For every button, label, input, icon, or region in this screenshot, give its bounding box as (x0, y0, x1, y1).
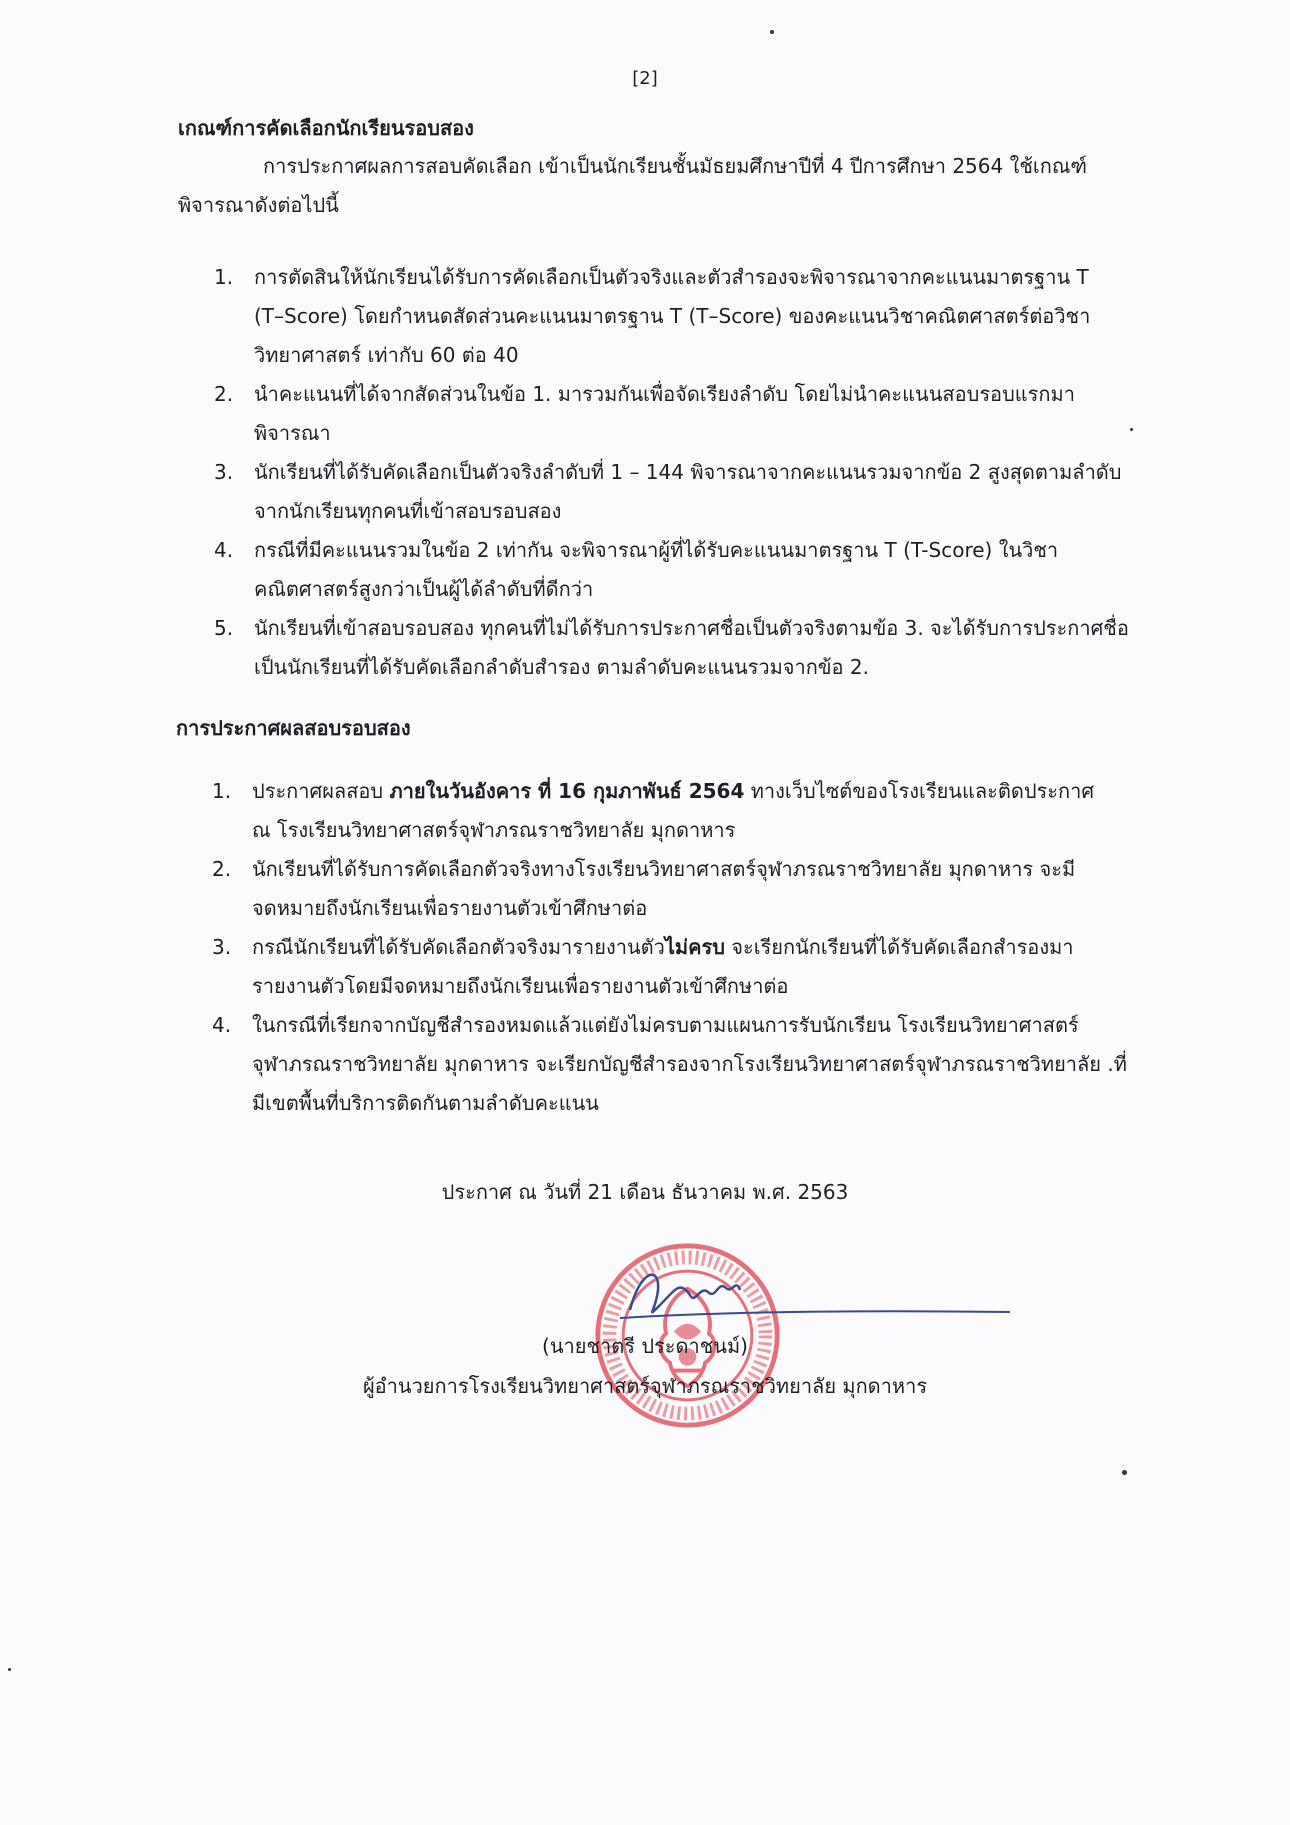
item-line: นักเรียนที่ได้รับคัดเลือกเป็นตัวจริงลำดับที่ 1 – 144 พิจารณาจากคะแนนรวมจากข้อ 2 สูงสุดตามลำดับ (254, 460, 1122, 484)
item-line: นักเรียนที่เข้าสอบรอบสอง ทุกคนที่ไม่ได้รับการประกาศชื่อเป็นตัวจริงตามข้อ 3. จะได้รับการประกาศชื่อ (254, 616, 1129, 640)
item-line: ณ โรงเรียนวิทยาศาสตร์จุฬาภรณราชวิทยาลัย มุกดาหาร (252, 818, 736, 842)
item-line (252, 928, 1197, 967)
item-number: 1. (212, 779, 232, 803)
item-line: ในกรณีที่เรียกจากบัญชีสำรองหมดแล้วแต่ยังไม่ครบตามแผนการรับนักเรียน โรงเรียนวิทยาศาสตร์ (252, 1013, 1079, 1037)
item-line: คณิตศาสตร์สูงกว่าเป็นผู้ได้ลำดับที่ดีกว่า (254, 577, 594, 601)
item-line: นำคะแนนที่ได้จากสัดส่วนในข้อ 1. มารวมกันเพื่อจัดเรียงลำดับ โดยไม่นำคะแนนสอบรอบแรกมา (254, 382, 1075, 406)
item-number: 2. (212, 857, 232, 881)
intro-line-2: พิจารณาดังต่อไปนี้ (178, 193, 339, 217)
announcement-item-1 (212, 772, 1197, 850)
item-number: 4. (214, 538, 234, 562)
announcement-list (212, 772, 1197, 1123)
criteria-item-3 (214, 453, 1199, 531)
item-line: มีเขตพื้นที่บริการติดกันตามลำดับคะแนน (252, 1091, 599, 1115)
item-line: จุฬาภรณราชวิทยาลัย มุกดาหาร จะเรียกบัญชีสำรองจากโรงเรียนวิทยาศาสตร์จุฬาภรณราชวิทยาลัย .ที่ (252, 1052, 1127, 1076)
criteria-item-5 (214, 609, 1199, 687)
item-line (252, 772, 1197, 811)
item-line: การตัดสินให้นักเรียนได้รับการคัดเลือกเป็นตัวจริงและตัวสำรองจะพิจารณาจากคะแนนมาตรฐาน T (254, 265, 1089, 289)
scan-speck (770, 30, 774, 34)
item-number: 3. (214, 460, 234, 484)
criteria-item-2 (214, 375, 1199, 453)
item-bold-text: ไม่ครบ (664, 935, 725, 959)
item-line: จากนักเรียนทุกคนที่เข้าสอบรอบสอง (254, 499, 562, 523)
announcement-item-3 (212, 928, 1197, 1006)
item-line: เป็นนักเรียนที่ได้รับคัดเลือกลำดับสำรอง ตามลำดับคะแนนรวมจากข้อ 2. (254, 655, 869, 679)
item-number: 2. (214, 382, 234, 406)
criteria-list (214, 258, 1199, 687)
section-heading-selection-criteria: เกณฑ์การคัดเลือกนักเรียนรอบสอง (178, 116, 474, 140)
item-text: ประกาศผลสอบ (252, 779, 390, 803)
signature-icon (600, 1250, 1020, 1340)
signer-name: (นายชาตรี ประดาชนม์) (542, 1334, 748, 1358)
item-number: 3. (212, 935, 232, 959)
scan-speck (1122, 1470, 1127, 1475)
item-text: กรณีนักเรียนที่ได้รับคัดเลือกตัวจริงมารายงานตัว (252, 935, 665, 959)
item-number: 4. (212, 1013, 232, 1037)
item-line: (T–Score) โดยกำหนดสัดส่วนคะแนนมาตรฐาน T (T–Score) ของคะแนนวิชาคณิตศาสตร์ต่อวิชา (254, 304, 1091, 328)
section-heading-results-announcement: การประกาศผลสอบรอบสอง (176, 716, 411, 740)
item-line: จดหมายถึงนักเรียนเพื่อรายงานตัวเข้าศึกษาต่อ (252, 896, 648, 920)
item-bold-text: ภายในวันอังคาร ที่ 16 กุมภาพันธ์ 2564 (389, 779, 745, 803)
signer-title: ผู้อำนวยการโรงเรียนวิทยาศาสตร์จุฬาภรณราชวิทยาลัย มุกดาหาร (362, 1374, 928, 1398)
criteria-item-4 (214, 531, 1199, 609)
scan-speck (1130, 428, 1133, 431)
page-number: [2] (632, 68, 658, 89)
announcement-item-2 (212, 850, 1197, 928)
item-line: นักเรียนที่ได้รับการคัดเลือกตัวจริงทางโรงเรียนวิทยาศาสตร์จุฬาภรณราชวิทยาลัย มุกดาหาร จะมี (252, 857, 1076, 881)
item-line: รายงานตัวโดยมีจดหมายถึงนักเรียนเพื่อรายงานตัวเข้าศึกษาต่อ (252, 974, 789, 998)
item-line: วิทยาศาสตร์ เท่ากับ 60 ต่อ 40 (254, 343, 519, 367)
announcement-item-4 (212, 1006, 1197, 1123)
announcement-date: ประกาศ ณ วันที่ 21 เดือน ธันวาคม พ.ศ. 2563 (441, 1180, 849, 1204)
scan-speck (8, 1668, 11, 1671)
item-number: 5. (214, 616, 234, 640)
item-line: พิจารณา (254, 421, 331, 445)
item-text: ทางเว็บไซต์ของโรงเรียนและติดประกาศ (744, 779, 1095, 803)
item-text: จะเรียกนักเรียนที่ได้รับคัดเลือกสำรองมา (724, 935, 1074, 959)
item-number: 1. (214, 265, 234, 289)
intro-line-1: การประกาศผลการสอบคัดเลือก เข้าเป็นนักเรียนชั้นมัธยมศึกษาปีที่ 4 ปีการศึกษา 2564 ใช้เกณฑ์ (263, 154, 1088, 178)
criteria-item-1 (214, 258, 1199, 375)
item-line: กรณีที่มีคะแนนรวมในข้อ 2 เท่ากัน จะพิจารณาผู้ที่ได้รับคะแนนมาตรฐาน T (T-Score) ในวิชา (254, 538, 1059, 562)
